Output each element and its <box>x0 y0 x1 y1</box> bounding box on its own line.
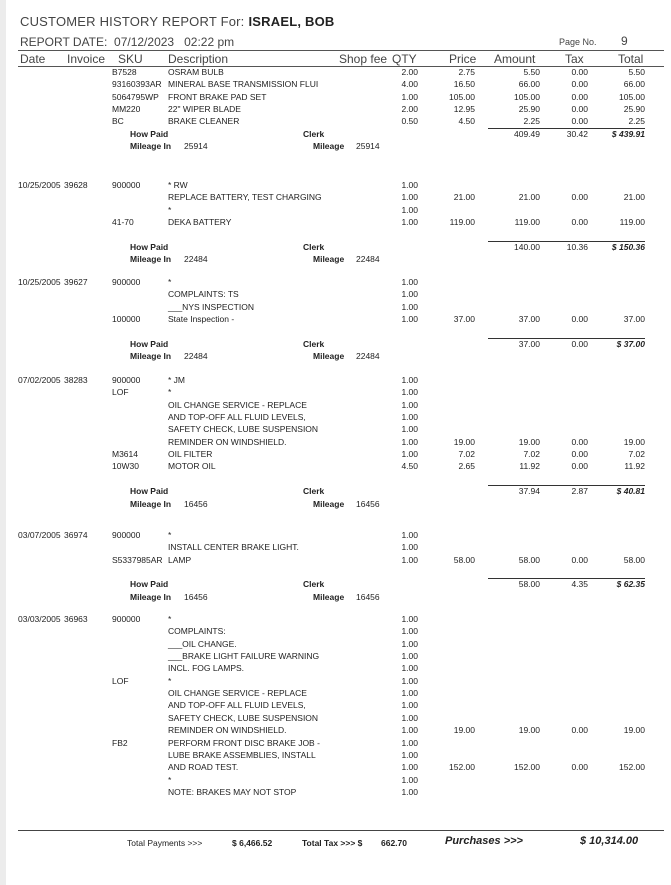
customer-name: ISRAEL, BOB <box>248 14 335 29</box>
line-amount: 19.00 <box>518 436 540 447</box>
line-sku: FB2 <box>112 737 128 748</box>
line-description: AND TOP-OFF ALL FLUID LEVELS, <box>168 700 306 711</box>
mileage-label: Mileage <box>313 351 345 362</box>
line-amount: 11.92 <box>519 461 540 472</box>
line-description: * <box>168 387 172 398</box>
line-description: AND ROAD TEST. <box>168 762 239 773</box>
line-qty: 2.00 <box>401 104 418 115</box>
subtotal-tax: 0.00 <box>571 338 588 349</box>
line-description: OIL CHANGE SERVICE - REPLACE <box>168 399 307 410</box>
report-title-prefix: CUSTOMER HISTORY REPORT For: <box>20 14 245 29</box>
line-sku: 5064795WP <box>112 91 159 102</box>
header-top-rule <box>18 50 664 51</box>
line-description: REPLACE BATTERY, TEST CHARGING <box>168 192 322 203</box>
invoice-date: 10/25/2005 <box>18 277 61 287</box>
line-description: OIL FILTER <box>168 449 213 460</box>
total-payments: $ 6,466.52 <box>232 838 273 848</box>
col-header-date: Date <box>20 52 46 66</box>
line-price: 21.00 <box>453 192 475 203</box>
mileage-in-value: 22484 <box>184 254 208 265</box>
invoice-number: 39627 <box>64 277 88 287</box>
line-qty: 1.00 <box>401 700 418 711</box>
invoice-total: $ 37.00 <box>616 338 645 349</box>
line-total: 7.02 <box>628 449 645 460</box>
line-price: 105.00 <box>449 91 475 102</box>
line-qty: 1.00 <box>401 638 418 649</box>
line-qty: 1.00 <box>401 774 418 785</box>
line-sku: 93160393AR <box>112 79 162 90</box>
clerk-label: Clerk <box>303 486 325 497</box>
mileage-value: 16456 <box>356 498 380 509</box>
line-qty: 1.00 <box>401 614 418 624</box>
line-qty: 2.00 <box>401 67 418 77</box>
totals-rule <box>18 830 664 831</box>
clerk-label: Clerk <box>303 128 325 139</box>
line-qty: 1.00 <box>401 375 418 385</box>
col-header-sku: SKU <box>118 52 143 66</box>
mileage-in-value: 22484 <box>184 351 208 362</box>
line-qty: 1.00 <box>401 277 418 287</box>
line-qty: 1.00 <box>401 314 418 325</box>
line-price: 16.50 <box>453 79 475 90</box>
line-description: * <box>168 530 172 540</box>
how-paid-label: How Paid <box>130 241 169 252</box>
line-total: 5.50 <box>628 67 645 77</box>
mileage-label: Mileage <box>313 141 345 152</box>
line-qty: 1.00 <box>401 542 418 553</box>
line-description: SAFETY CHECK, LUBE SUSPENSION <box>168 712 319 723</box>
mileage-label: Mileage <box>313 591 345 602</box>
line-amount: 19.00 <box>518 725 540 736</box>
line-description: MINERAL BASE TRANSMISSION FLUI <box>168 79 319 90</box>
line-sku: 900000 <box>112 180 141 190</box>
line-sku: M3614 <box>112 449 138 460</box>
how-paid-label: How Paid <box>130 486 169 497</box>
col-header-tax: Tax <box>565 52 584 66</box>
line-tax: 0.00 <box>571 116 588 127</box>
line-qty: 1.00 <box>401 192 418 203</box>
mileage-value: 25914 <box>356 141 380 152</box>
line-description: AND TOP-OFF ALL FLUID LEVELS, <box>168 412 306 423</box>
line-description: * RW <box>168 180 188 190</box>
line-qty: 1.00 <box>401 749 418 760</box>
line-description: 22" WIPER BLADE <box>168 104 241 115</box>
mileage-in-label: Mileage In <box>130 141 172 152</box>
subtotal-tax: 30.42 <box>566 128 588 139</box>
line-qty: 1.00 <box>401 301 418 312</box>
line-qty: 1.00 <box>401 424 418 435</box>
line-price: 2.75 <box>458 67 475 77</box>
mileage-in-value: 16456 <box>184 498 208 509</box>
line-price: 37.00 <box>453 314 475 325</box>
line-total: 105.00 <box>619 91 645 102</box>
mileage-label: Mileage <box>313 498 345 509</box>
subtotal-tax: 4.35 <box>571 579 588 590</box>
line-qty: 1.00 <box>401 554 418 565</box>
line-price: 2.65 <box>458 461 475 472</box>
invoice-total: $ 150.36 <box>611 241 645 252</box>
clerk-label: Clerk <box>303 338 325 349</box>
line-qty: 1.00 <box>401 675 418 686</box>
page-label: Page No. <box>559 37 597 47</box>
col-header-shop-fee: Shop fee <box>339 52 388 66</box>
line-description: COMPLAINTS: TS <box>168 289 239 300</box>
col-header-description: Description <box>168 52 229 66</box>
scan-edge <box>0 0 6 885</box>
mileage-in-label: Mileage In <box>130 254 172 265</box>
line-qty: 1.00 <box>401 289 418 300</box>
mileage-label: Mileage <box>313 254 345 265</box>
line-sku: BC <box>112 116 124 127</box>
line-qty: 0.50 <box>401 116 418 127</box>
line-total: 66.00 <box>623 79 645 90</box>
line-amount: 105.00 <box>514 91 540 102</box>
line-qty: 1.00 <box>401 449 418 460</box>
invoice-date: 07/02/2005 <box>18 375 61 385</box>
line-tax: 0.00 <box>571 725 588 736</box>
purchases-total: $ 10,314.00 <box>580 835 639 847</box>
line-qty: 1.00 <box>401 786 418 797</box>
line-tax: 0.00 <box>571 192 588 203</box>
line-description: LUBE BRAKE ASSEMBLIES, INSTALL <box>168 749 316 760</box>
invoice-number: 36974 <box>64 530 88 540</box>
col-header-invoice: Invoice <box>67 52 106 66</box>
clerk-label: Clerk <box>303 579 325 590</box>
mileage-value: 22484 <box>356 351 380 362</box>
line-sku: MM220 <box>112 104 141 115</box>
line-total: 25.90 <box>623 104 645 115</box>
line-tax: 0.00 <box>571 314 588 325</box>
mileage-value: 16456 <box>356 591 380 602</box>
line-total: 11.92 <box>624 461 645 472</box>
invoice-total: $ 40.81 <box>616 486 645 497</box>
mileage-in-label: Mileage In <box>130 591 172 602</box>
purchases-label: Purchases >>> <box>445 835 523 847</box>
col-header-price: Price <box>449 52 477 66</box>
invoice-date: 10/25/2005 <box>18 180 61 190</box>
line-tax: 0.00 <box>571 554 588 565</box>
line-qty: 1.00 <box>401 651 418 662</box>
line-tax: 0.00 <box>571 217 588 228</box>
line-total: 19.00 <box>623 436 645 447</box>
line-sku: B7528 <box>112 67 137 77</box>
report-title <box>20 14 334 29</box>
mileage-in-value: 16456 <box>184 591 208 602</box>
line-sku: 900000 <box>112 614 141 624</box>
line-tax: 0.00 <box>571 461 588 472</box>
page-number: 9 <box>621 34 628 48</box>
subtotal-amount: 37.94 <box>518 486 540 497</box>
line-description: NOTE: BRAKES MAY NOT STOP <box>168 786 297 797</box>
line-description: INSTALL CENTER BRAKE LIGHT. <box>168 542 299 553</box>
line-amount: 2.25 <box>523 116 540 127</box>
line-description: ___BRAKE LIGHT FAILURE WARNING <box>168 651 320 662</box>
line-qty: 4.50 <box>401 461 418 472</box>
line-sku: 41-70 <box>112 217 134 228</box>
line-total: 37.00 <box>623 314 645 325</box>
line-tax: 0.00 <box>571 91 588 102</box>
line-description: BRAKE CLEANER <box>168 116 240 127</box>
invoice-date: 03/07/2005 <box>18 530 61 540</box>
line-description: State Inspection - <box>168 314 235 325</box>
line-tax: 0.00 <box>571 79 588 90</box>
mileage-value: 22484 <box>356 254 380 265</box>
line-qty: 1.00 <box>401 436 418 447</box>
line-qty: 1.00 <box>401 217 418 228</box>
line-description: * <box>168 675 172 686</box>
line-total: 119.00 <box>619 217 645 228</box>
line-qty: 1.00 <box>401 737 418 748</box>
report-time: 02:22 pm <box>184 35 235 49</box>
line-price: 4.50 <box>458 116 475 127</box>
line-qty: 1.00 <box>401 725 418 736</box>
line-qty: 1.00 <box>401 626 418 637</box>
line-tax: 0.00 <box>571 67 588 77</box>
line-sku: 100000 <box>112 314 141 325</box>
line-description: DEKA BATTERY <box>168 217 232 228</box>
line-amount: 21.00 <box>518 192 540 203</box>
line-price: 19.00 <box>453 725 475 736</box>
line-qty: 4.00 <box>401 79 418 90</box>
line-description: OSRAM BULB <box>168 67 224 77</box>
line-description: SAFETY CHECK, LUBE SUSPENSION <box>168 424 319 435</box>
subtotal-tax: 10.36 <box>566 241 588 252</box>
line-description: * <box>168 204 172 215</box>
line-qty: 1.00 <box>401 663 418 674</box>
line-price: 12.95 <box>453 104 475 115</box>
line-amount: 25.90 <box>518 104 540 115</box>
line-amount: 5.50 <box>523 67 540 77</box>
how-paid-label: How Paid <box>130 338 169 349</box>
line-description: REMINDER ON WINDSHIELD. <box>168 725 287 736</box>
line-tax: 0.00 <box>571 436 588 447</box>
subtotal-amount: 37.00 <box>518 338 540 349</box>
report-date: 07/12/2023 <box>114 35 175 49</box>
invoice-total: $ 62.35 <box>616 579 645 590</box>
line-description: REMINDER ON WINDSHIELD. <box>168 436 287 447</box>
invoice-date: 03/03/2005 <box>18 614 61 624</box>
line-description: COMPLAINTS: <box>168 626 226 637</box>
mileage-in-label: Mileage In <box>130 498 172 509</box>
line-sku: 900000 <box>112 277 141 287</box>
mileage-in-label: Mileage In <box>130 351 172 362</box>
invoice-number: 38283 <box>64 375 88 385</box>
how-paid-label: How Paid <box>130 579 169 590</box>
clerk-label: Clerk <box>303 241 325 252</box>
line-description: FRONT BRAKE PAD SET <box>168 91 267 102</box>
line-description: * <box>168 277 172 287</box>
line-sku: S5337985AR <box>112 554 163 565</box>
line-amount: 66.00 <box>518 79 540 90</box>
line-amount: 37.00 <box>518 314 540 325</box>
line-total: 58.00 <box>623 554 645 565</box>
line-price: 152.00 <box>449 762 475 773</box>
line-qty: 1.00 <box>401 204 418 215</box>
col-header-qty: QTY <box>392 52 417 66</box>
line-total: 21.00 <box>623 192 645 203</box>
line-total: 19.00 <box>623 725 645 736</box>
line-description: OIL CHANGE SERVICE - REPLACE <box>168 688 307 699</box>
col-header-amount: Amount <box>494 52 536 66</box>
line-description: ___NYS INSPECTION <box>168 301 254 312</box>
line-qty: 1.00 <box>401 712 418 723</box>
line-description: * <box>168 774 172 785</box>
line-total: 152.00 <box>619 762 645 773</box>
line-description: * JM <box>168 375 185 385</box>
line-sku: LOF <box>112 387 129 398</box>
line-sku: 10W30 <box>112 461 139 472</box>
total-payments-label: Total Payments >>> <box>127 838 203 848</box>
invoice-number: 36963 <box>64 614 88 624</box>
line-sku: 900000 <box>112 530 141 540</box>
line-qty: 1.00 <box>401 688 418 699</box>
line-amount: 58.00 <box>518 554 540 565</box>
line-qty: 1.00 <box>401 180 418 190</box>
mileage-in-value: 25914 <box>184 141 208 152</box>
line-description: PERFORM FRONT DISC BRAKE JOB - <box>168 737 320 748</box>
subtotal-amount: 58.00 <box>518 579 540 590</box>
total-tax-label: Total Tax >>> $ <box>302 838 363 848</box>
report-date-line <box>20 35 234 49</box>
line-sku: LOF <box>112 675 129 686</box>
line-sku: 900000 <box>112 375 141 385</box>
line-description: * <box>168 614 172 624</box>
invoice-number: 39628 <box>64 180 88 190</box>
line-price: 19.00 <box>453 436 475 447</box>
line-price: 119.00 <box>449 217 475 228</box>
line-qty: 1.00 <box>401 762 418 773</box>
line-price: 7.02 <box>458 449 475 460</box>
line-tax: 0.00 <box>571 449 588 460</box>
line-amount: 152.00 <box>514 762 540 773</box>
line-tax: 0.00 <box>571 762 588 773</box>
subtotal-amount: 409.49 <box>514 128 540 139</box>
subtotal-tax: 2.87 <box>571 486 588 497</box>
line-tax: 0.00 <box>571 104 588 115</box>
line-total: 2.25 <box>628 116 645 127</box>
line-qty: 1.00 <box>401 91 418 102</box>
line-qty: 1.00 <box>401 387 418 398</box>
total-tax: 662.70 <box>381 838 407 848</box>
line-description: MOTOR OIL <box>168 461 216 472</box>
line-amount: 119.00 <box>514 217 540 228</box>
line-amount: 7.02 <box>523 449 540 460</box>
how-paid-label: How Paid <box>130 128 169 139</box>
report-date-label: REPORT DATE: <box>20 35 108 49</box>
invoice-total: $ 439.91 <box>611 128 645 139</box>
line-price: 58.00 <box>453 554 475 565</box>
line-qty: 1.00 <box>401 412 418 423</box>
subtotal-amount: 140.00 <box>514 241 540 252</box>
col-header-total: Total <box>618 52 644 66</box>
line-description: ___OIL CHANGE. <box>168 638 237 649</box>
line-description: INCL. FOG LAMPS. <box>168 663 245 674</box>
line-qty: 1.00 <box>401 530 418 540</box>
line-qty: 1.00 <box>401 399 418 410</box>
line-description: LAMP <box>168 554 192 565</box>
